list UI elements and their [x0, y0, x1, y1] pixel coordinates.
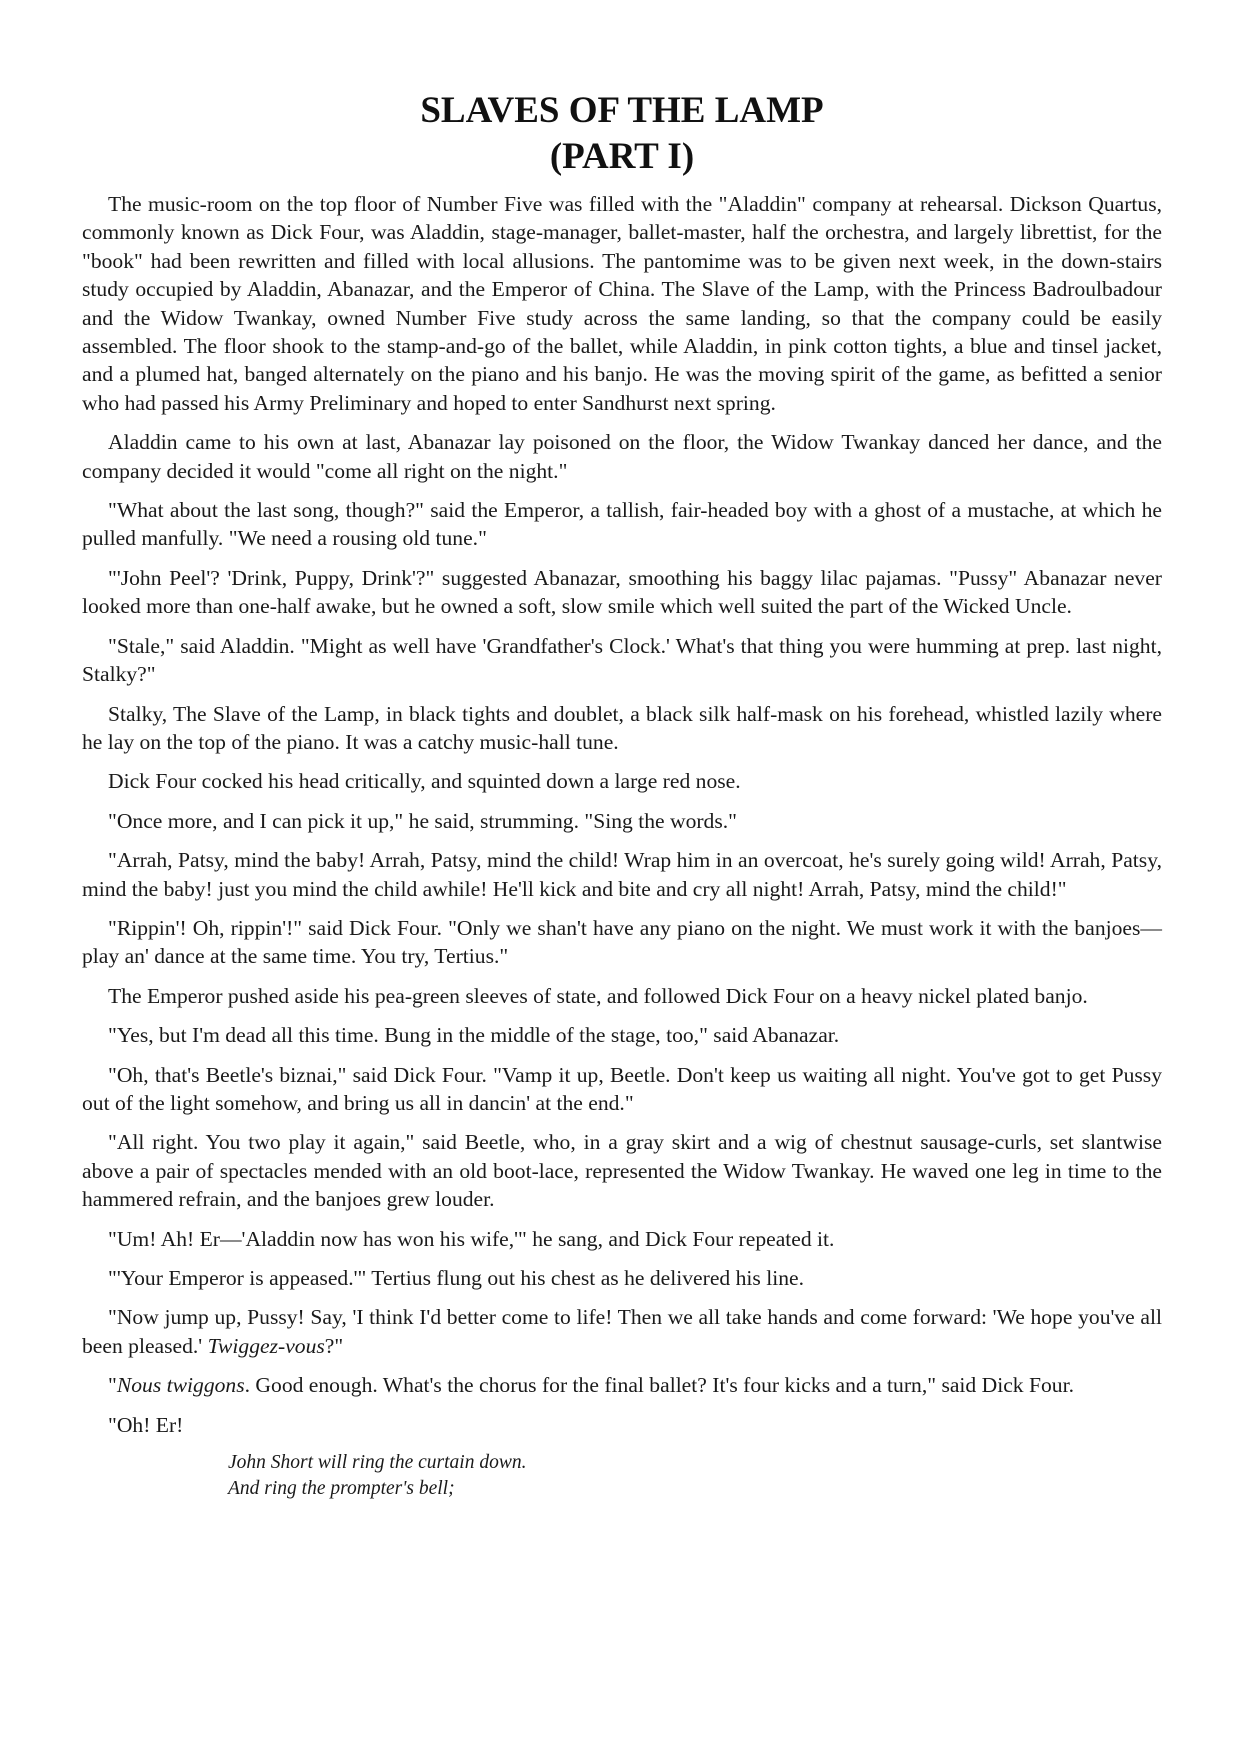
italic-text: Nous twiggons	[116, 1373, 245, 1398]
body-text	[82, 190, 1162, 1502]
paragraph-twiggez	[82, 1303, 1162, 1360]
verse-line: And ring the prompter's bell;	[228, 1478, 455, 1500]
chapter-title-line-1: SLAVES OF THE LAMP	[420, 90, 824, 131]
paragraph: "All right. You two play it again," said Beetle, who, in a gray skirt and a wig of chestnut sausage-curls, set slantwise above a pair of spectacles mended with an old boot-lace, represented the Widow Twankay. He waved one leg in time to the hammered refrain, and the banjoes grew louder.	[82, 1130, 1162, 1212]
paragraph: Aladdin came to his own at last, Abanazar lay poisoned on the floor, the Widow Twankay danced her dance, and the company decided it would "come all right on the night."	[82, 430, 1162, 483]
text-run: "Now jump up, Pussy! Say, 'I think I'd better come to life! Then we all take hands and come forward: 'We hope you've all been pleased.'	[82, 1305, 1162, 1358]
document-page	[82, 88, 1162, 1502]
paragraph: The Emperor pushed aside his pea-green sleeves of state, and followed Dick Four on a heavy nickel plated banjo.	[108, 983, 1088, 1008]
paragraph: "What about the last song, though?" said the Emperor, a tallish, fair-headed boy with a ghost of a mustache, at which he pulled manfully. "We need a rousing old tune."	[82, 498, 1162, 551]
text-run: . Good enough. What's the chorus for the final ballet? It's four kicks and a turn," said Dick Four.	[244, 1373, 1075, 1398]
paragraph: "Arrah, Patsy, mind the baby! Arrah, Patsy, mind the child! Wrap him in an overcoat, he's surely going wild! Arrah, Patsy, mind the baby! just you mind the child awhile! He'll kick and bite and cry all night! Arrah, Patsy, mind the child!"	[82, 848, 1162, 901]
paragraph: "'Your Emperor is appeased.'" Tertius flung out his chest as he delivered his line.	[108, 1266, 804, 1290]
italic-text: Twiggez-vous	[207, 1333, 325, 1358]
text-run: ?"	[324, 1333, 344, 1358]
verse-line: John Short will ring the curtain down.	[228, 1452, 527, 1474]
paragraph: "Stale," said Aladdin. "Might as well have 'Grandfather's Clock.' What's that thing you were humming at prep. last night, Stalky?"	[82, 633, 1162, 687]
paragraph: "Yes, but I'm dead all this time. Bung in the middle of the stage, too," said Abanazar.	[108, 1023, 840, 1048]
paragraph: Stalky, The Slave of the Lamp, in black tights and doublet, a black silk half-mask on his forehead, whistled lazily where he lay on the top of the piano. It was a catchy music-hall tune.	[82, 701, 1162, 754]
paragraph: "Oh, that's Beetle's biznai," said Dick Four. "Vamp it up, Beetle. Don't keep us waiting all night. You've got to get Pussy out of the light somehow, and bring us all in dancin' at the end."	[82, 1062, 1162, 1115]
paragraph: "Once more, and I can pick it up," he said, strumming. "Sing the words."	[108, 808, 737, 833]
paragraph: "'John Peel'? 'Drink, Puppy, Drink'?" suggested Abanazar, smoothing his baggy lilac pajamas. "Pussy" Abanazar never looked more than one-half awake, but he owned a soft, slow smile which well suited the part of the Wicked Uncle.	[82, 565, 1162, 619]
paragraph: "Oh! Er!	[108, 1412, 184, 1437]
paragraph: "Um! Ah! Er—'Aladdin now has won his wife,'" he sang, and Dick Four repeated it.	[108, 1226, 835, 1251]
chapter-title	[82, 88, 1162, 180]
chapter-title-line-2: (PART I)	[549, 136, 695, 177]
paragraph: Dick Four cocked his head critically, and squinted down a large red nose.	[108, 769, 741, 794]
verse-block	[228, 1450, 1162, 1502]
paragraph: "Rippin'! Oh, rippin'!" said Dick Four. "Only we shan't have any piano on the night. We must work it with the banjoes—play an' dance at the same time. You try, Tertius."	[82, 915, 1162, 969]
paragraph-nous-twiggons	[82, 1371, 1162, 1399]
paragraph: The music-room on the top floor of Number Five was filled with the "Aladdin" company at rehearsal. Dickson Quartus, commonly known as Dick Four, was Aladdin, stage-manager, ballet-master, half the orchestra, and largely librettist, for the "book" had been rewritten and filled with local allusions. The pantomime was to be given next week, in the down-stairs study occupied by Aladdin, Abanazar, and the Emperor of China. The Slave of the Lamp, with the Princess Badroulbadour and the Widow Twankay, owned Number Five study across the same landing, so that the company could be easily assembled. The floor shook to the stamp-and-go of the ballet, while Aladdin, in pink cotton tights, a blue and tinsel jacket, and a plumed hat, banged alternately on the piano and his banjo. He was the moving spirit of the game, as befitted a senior who had passed his Army Preliminary and hoped to enter Sandhurst next spring.	[82, 192, 1162, 415]
text-run: "	[108, 1373, 117, 1398]
